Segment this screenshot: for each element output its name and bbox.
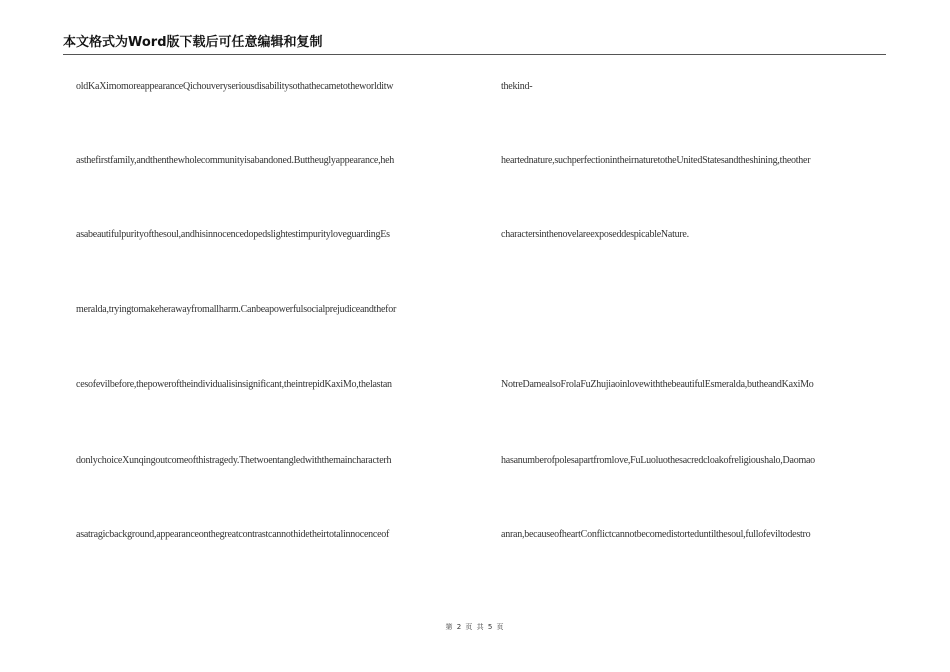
header-title: 本文格式为Word版下载后可任意编辑和复制 [63, 35, 323, 50]
left-line-1: oldKaXimomoreappearanceQichouveryseriousdisabilitysothathecametotheworlditw [76, 81, 394, 92]
right-line-5: NotreDamealsoFrolaFuZhujiaoinlovewiththebeautifulEsmeralda,butheandKaxiMo [501, 379, 814, 390]
left-line-3: asabeautifulpurityofthesoul,andhisinnocencedopedslightestimpurityloveguardingEs [76, 229, 390, 240]
page-indicator: 第 2 页 共 5 页 [445, 623, 505, 631]
page-footer [0, 622, 950, 632]
left-line-7: asatragicbackground,appearanceonthegreatcontrastcannothidetheirtotalinnocenceof [76, 529, 390, 540]
right-line-3: charactersinthenovelareexposeddespicableNature. [501, 229, 689, 240]
right-line-2: heartednature,suchperfectionintheirnaturetotheUnitedStatesandtheshining,theother [501, 155, 811, 166]
right-line-7: anran,becauseofheartConflictcannotbecomedistorteduntilthesoul,fullofeviltodestro [501, 529, 811, 540]
page-header [63, 34, 886, 55]
left-line-4: meralda,tryingtomakeherawayfromallharm.Canbeapowerfulsocialprejudiceandthefor [76, 304, 397, 315]
right-line-6: hasanumberofpolesapartfromlove,FuLuoluothesacredcloakofreligioushalo,Daomao [501, 455, 815, 466]
left-line-2: asthefirstfamily,andthenthewholecommunityisabandoned.Buttheuglyappearance,heh [76, 155, 395, 166]
right-line-1: thekind- [501, 81, 533, 92]
left-line-6: donlychoiceXunqingoutcomeofthistragedy.Thetwoentangledwiththemaincharacterh [76, 455, 392, 466]
left-line-5: cesofevilbefore,thepoweroftheindividualisinsignificant,theintrepidKaxiMo,thelastan [76, 379, 392, 390]
